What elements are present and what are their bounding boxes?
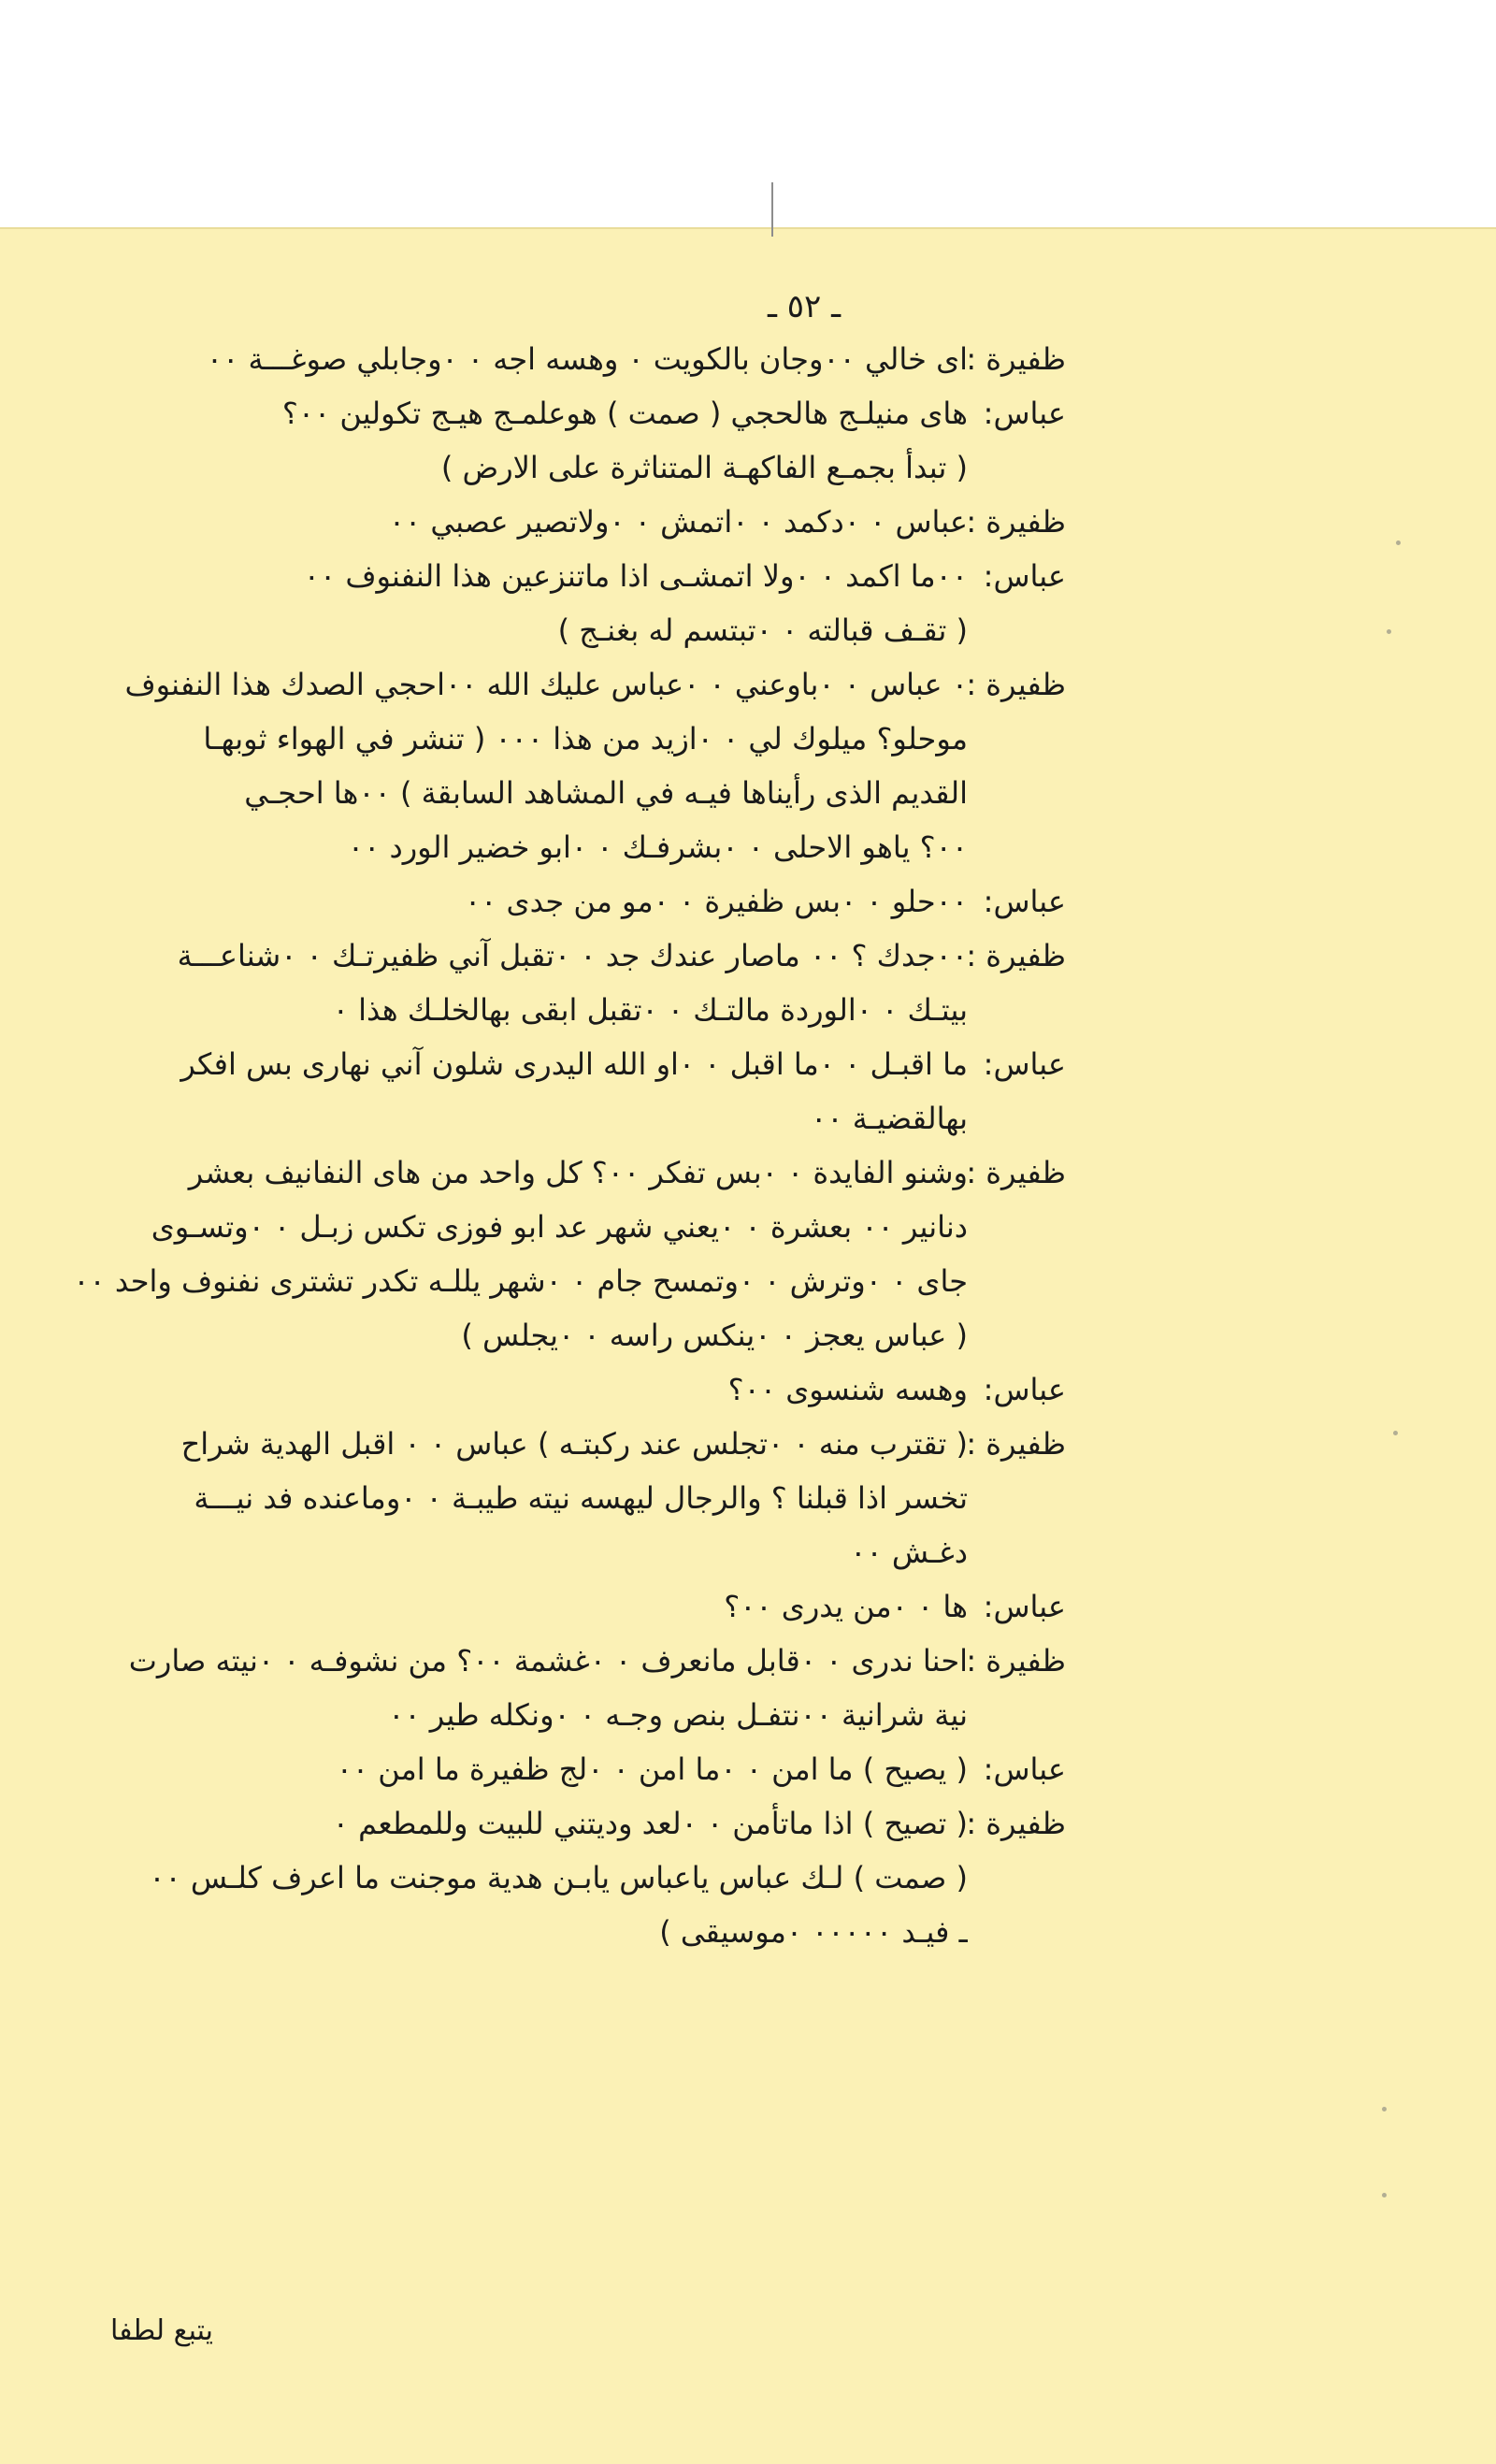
dialogue-line [65,1688,1066,1742]
dialogue-text: جاى ٠ ٠وترش ٠ ٠وتمسح جام ٠ ٠شهر يللـه تكدر تشترى نفنوف واحد ٠٠ [73,1263,968,1299]
dialogue-line [65,603,1066,657]
paper-speck [1396,540,1401,545]
speaker-name: ظفيرة : [966,938,1066,973]
speaker-name: ظفيرة : [966,1643,1066,1679]
dialogue-line [65,332,1066,386]
speaker-name: عباس: [983,1372,1066,1407]
speaker-name: ظفيرة : [966,1426,1066,1462]
paper-speck [1387,629,1391,634]
dialogue-text: ٠٠جدك ؟ ٠٠ ماصار عندك جد ٠ ٠تقبل آني ظفيرتـك ٠ ٠شناعـــة [177,938,968,973]
dialogue-line [65,1796,1066,1851]
dialogue-line [65,495,1066,549]
dialogue-line [65,1308,1066,1362]
dialogue-text: وشنو الفايدة ٠ ٠بس تفكر ٠٠؟ كل واحد من هاى النفانيف بعشر [188,1155,968,1190]
speaker-name: عباس: [983,1589,1066,1624]
speaker-name: عباس: [983,884,1066,919]
dialogue-line [65,1037,1066,1091]
dialogue-text: ( عباس يعجز ٠ ٠ينكس راسه ٠ ٠يجلس ) [461,1318,968,1353]
speaker-name: عباس: [983,1751,1066,1787]
dialogue-line [65,712,1066,766]
dialogue-line [65,1525,1066,1579]
dialogue-line [65,1200,1066,1254]
speaker-name: ظفيرة : [966,1155,1066,1190]
dialogue-line [65,440,1066,495]
speaker-name: ظفيرة : [966,1806,1066,1841]
continued-note: يتبع لطفا [110,2314,214,2347]
dialogue-line [65,1362,1066,1417]
dialogue-text: تخسر اذا قبلنا ؟ والرجال ليهسه نيته طيبـة ٠ ٠وماعنده فد نيـــة [194,1480,968,1516]
dialogue-text: ٠٠ما اكمد ٠ ٠ولا اتمشـى اذا ماتنزعين هذا النفنوف ٠٠ [303,558,968,594]
dialogue-text: موحلو؟ ميلوك لي ٠ ٠ازيد من هذا ٠٠٠ ( تنشر في الهواء ثوبهـا [203,721,968,756]
dialogue-text: ما اقبـل ٠ ٠ما اقبل ٠ ٠او الله اليدرى شلون آني نهارى بس افكر [180,1046,968,1082]
dialogue-text: ( تبدأ بجمـع الفاكهـة المتناثرة على الارض ) [440,450,968,485]
speaker-name: عباس: [983,396,1066,431]
dialogue-text: القديم الذى رأيناها فيـه في المشاهد السابقة ) ٠٠ها احجـي [244,775,968,811]
speaker-name: ظفيرة : [966,667,1066,702]
speaker-name: عباس: [983,558,1066,594]
dialogue-text: ( تقـف قبالته ٠ ٠تبتسم له بغنـج ) [557,612,968,648]
dialogue-line [65,1091,1066,1146]
dialogue-line [65,549,1066,603]
dialogue-text: نية شرانية ٠٠نتفـل بنص وجـه ٠ ٠ونكله طير ٠٠ [388,1697,968,1733]
dialogue-text: ٠٠حلو ٠ ٠بس ظفيرة ٠ ٠مو من جدى ٠٠ [464,884,968,919]
dialogue-line [65,766,1066,820]
dialogue-text: ( تقترب منه ٠ ٠تجلس عند ركبتـه ) عباس ٠ ٠ اقبل الهدية شراح [180,1426,968,1462]
dialogue-line [65,820,1066,874]
dialogue-line [65,1579,1066,1634]
dialogue-line [65,1417,1066,1471]
dialogue-text: ( صمت ) لـك عباس ياعباس يابـن هدية موجنت ما اعرف كلـس ٠٠ [149,1860,968,1895]
dialogue-text: ٠٠؟ ياهو الاحلى ٠ ٠بشرفـك ٠ ٠ابو خضير الورد ٠٠ [347,829,968,865]
dialogue-text: وهسه شنسوى ٠٠؟ [727,1372,968,1407]
dialogue-text: بيتـك ٠ ٠الوردة مالتـك ٠ ٠تقبل ابقى بهالخلـك هذا ٠ [332,992,968,1028]
dialogue-text: عباس ٠ ٠دكمد ٠ ٠اتمش ٠ ٠ولاتصير عصبي ٠٠ [388,504,968,540]
dialogue-line [65,874,1066,929]
fold-crease [771,182,773,237]
dialogue-line [65,929,1066,983]
dialogue-line [65,1254,1066,1308]
speaker-name: ظفيرة : [966,504,1066,540]
dialogue-text: هاى منيلـج هالحجي ( صمت ) هوعلمـج هيـج تكولين ٠٠؟ [281,396,968,431]
speaker-name: ظفيرة : [966,341,1066,377]
paper-speck [1393,1431,1398,1435]
dialogue-line [65,1742,1066,1796]
dialogue-line [65,1471,1066,1525]
dialogue-text: اى خالي ٠٠وجان بالكويت ٠ وهسه اجه ٠ ٠وجابلي صوغـــة ٠٠ [206,341,968,377]
dialogue-line [65,1634,1066,1688]
dialogue-text: ـ فيـد ٠٠٠٠٠ ٠موسيقى ) [659,1914,968,1950]
dialogue-text: احنا ندرى ٠ ٠قابل مانعرف ٠ ٠غشمة ٠٠؟ من نشوفـه ٠ ٠نيته صارت [128,1643,968,1679]
dialogue-text: بهالقضيـة ٠٠ [811,1101,968,1136]
paper-speck [1382,2107,1387,2111]
script-body [65,332,1066,1959]
dialogue-line [65,1851,1066,1905]
dialogue-text: دغـش ٠٠ [850,1535,968,1570]
dialogue-text: ٠ عباس ٠ ٠باوعني ٠ ٠عباس عليك الله ٠٠احجي الصدك هذا النفنوف [124,667,968,702]
dialogue-line [65,386,1066,440]
dialogue-text: ها ٠ ٠من يدرى ٠٠؟ [724,1589,968,1624]
dialogue-text: ( تصيح ) اذا ماتأمن ٠ ٠لعد وديتني للبيت وللمطعم ٠ [332,1806,968,1841]
paper-speck [1382,2193,1387,2197]
speaker-name: عباس: [983,1046,1066,1082]
page-number: ـ ٥٢ ـ [767,288,842,325]
dialogue-text: دنانير ٠٠ بعشرة ٠ ٠يعني شهر عد ابو فوزى تكس زبـل ٠ ٠وتسـوى [151,1209,968,1245]
dialogue-line [65,1905,1066,1959]
dialogue-line [65,657,1066,712]
dialogue-line [65,1146,1066,1200]
dialogue-text: ( يصيح ) ما امن ٠ ٠ما امن ٠ ٠لج ظفيرة ما امن ٠٠ [336,1751,968,1787]
dialogue-line [65,983,1066,1037]
